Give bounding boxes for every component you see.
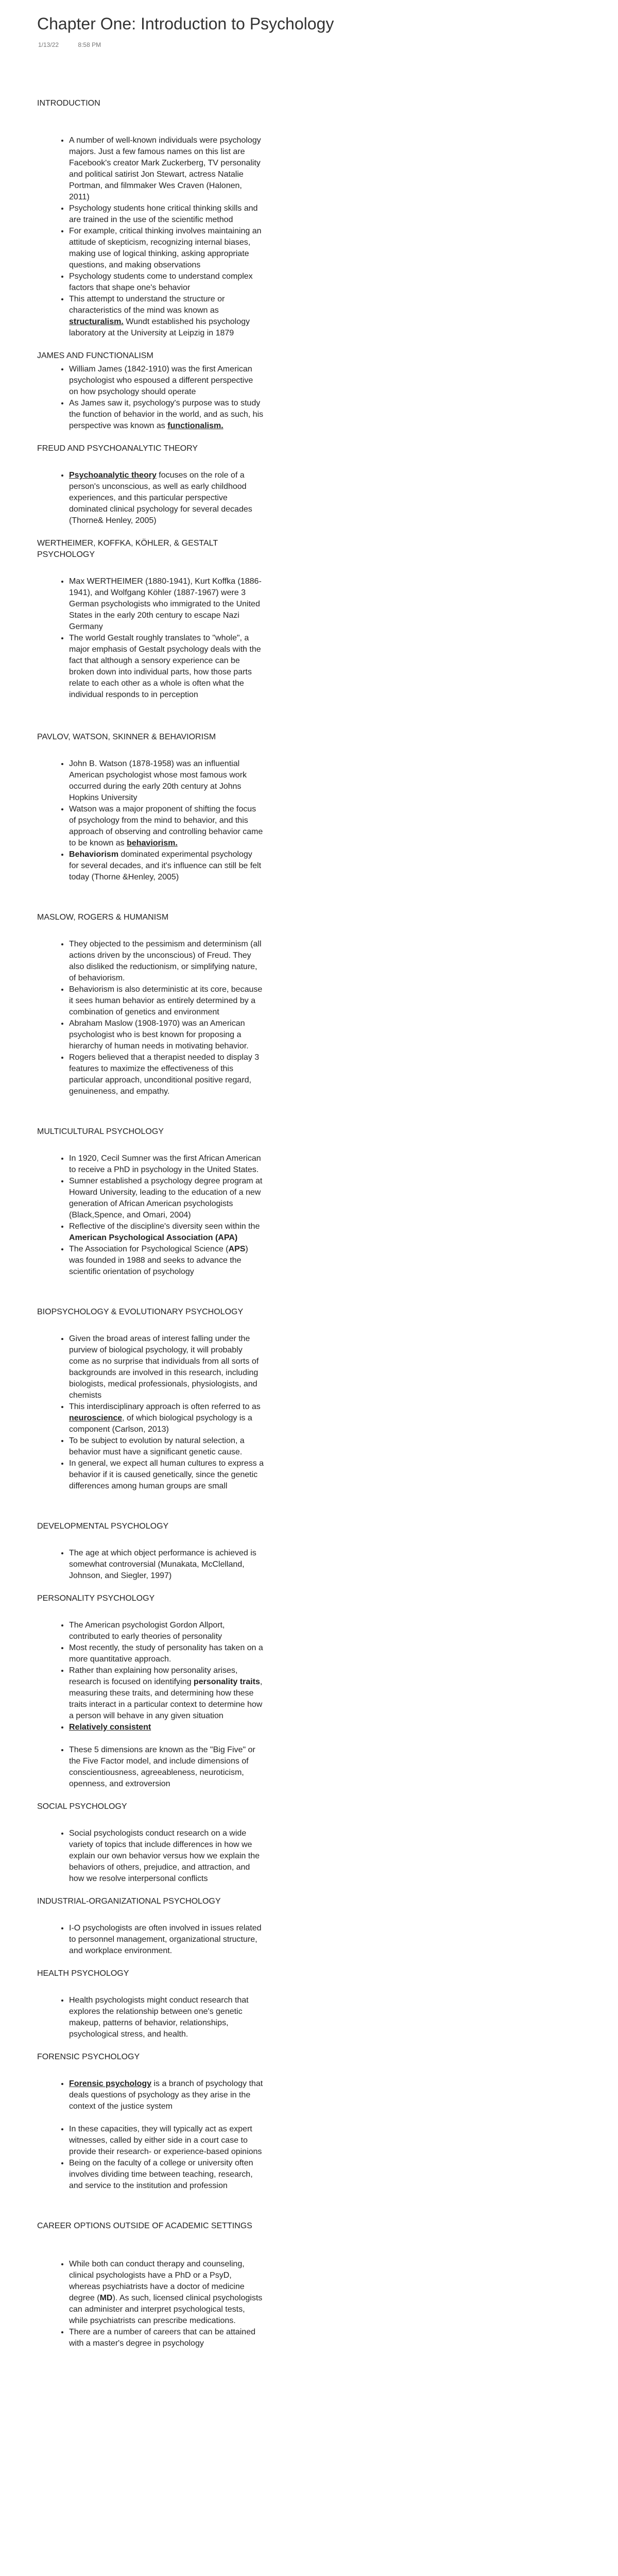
section-developmental: [37, 1521, 264, 1582]
section-heading: MASLOW, ROGERS & HUMANISM: [37, 913, 169, 922]
bullet-list: [37, 758, 264, 883]
list-item: • The age at which object performance is achieved is somewhat controversial (Munakata, McClelland, Johnson, and Siegler, 1997): [69, 1548, 264, 1582]
bullet-list: [37, 2124, 264, 2192]
section-health: [37, 1968, 264, 2040]
list-item: • A number of well-known individuals were psychology majors. Just a few famous names on this list are Facebook's creator Mark Zuckerberg, TV personality and political satirist Jon Stewart, actress Natalie Portman, and filmmaker Wes Craven (Halonen, 2011): [69, 135, 264, 203]
list-item: • This attempt to understand the structure or characteristics of the mind was known as structuralism. Wundt established his psychology laboratory at the University at Leipzig in 1879: [69, 294, 264, 339]
list-item: • Reflective of the discipline's diversity seen within the American Psychological Association (APA): [69, 1221, 264, 1244]
list-item: • Rather than explaining how personality arises, research is focused on identifying personality traits, measuring these traits, and determining how these traits interact in a particular context to determine how a person will behave in any given situation: [69, 1665, 264, 1722]
section-freud: [37, 443, 264, 527]
list-item: • While both can conduct therapy and counseling, clinical psychologists have a PhD or a PsyD, whereas psychiatrists have a doctor of medicine degree (MD). As such, licensed clinical psychologists can administer and interpret psychological tests, while psychiatrists can prescribe medications.: [69, 2259, 264, 2327]
section-heading: DEVELOPMENTAL PSYCHOLOGY: [37, 1522, 169, 1531]
list-item: • Rogers believed that a therapist needed to display 3 features to maximize the effectiveness of this particular approach, unconditional positive regard, genuineness, and empathy.: [69, 1052, 264, 1097]
list-item: • The Association for Psychological Science (APS) was founded in 1988 and seeks to advance the scientific orientation of psychology: [69, 1244, 264, 1278]
page-date: 1/13/22: [38, 41, 59, 48]
list-item: • Sumner established a psychology degree program at Howard University, leading to the education of a new generation of African American psychologists (Black,Spence, and Omari, 2004): [69, 1176, 264, 1221]
list-item: • To be subject to evolution by natural selection, a behavior must have a significant genetic cause.: [69, 1435, 264, 1458]
note-body[interactable]: [37, 98, 264, 2349]
section-introduction: [37, 98, 264, 339]
bullet-list: [37, 470, 264, 527]
bullet-list: [37, 1995, 264, 2040]
list-item: • In general, we expect all human cultures to express a behavior if it is caused genetically, since the genetic differences among human groups are small: [69, 1458, 264, 1492]
bullet-list: [37, 1333, 264, 1492]
list-item: • This interdisciplinary approach is often referred to as neuroscience, of which biological psychology is a component (Carlson, 2013): [69, 1401, 264, 1435]
section-humanism: [37, 912, 264, 1097]
section-heading: JAMES AND FUNCTIONALISM: [37, 351, 153, 360]
section-heading: PAVLOV, WATSON, SKINNER & BEHAVIORISM: [37, 733, 216, 741]
list-item: • These 5 dimensions are known as the "Big Five" or the Five Factor model, and include dimensions of conscientiousness, agreeableness, neuroticism, openness, and extroversion: [69, 1744, 264, 1790]
list-item: • Forensic psychology is a branch of psychology that deals questions of psychology as they arise in the context of the justice system: [69, 2078, 264, 2112]
section-heading: CAREER OPTIONS OUTSIDE OF ACADEMIC SETTINGS: [37, 2222, 252, 2230]
section-careers: [37, 2221, 264, 2349]
page-meta: [38, 41, 118, 48]
list-item: • The world Gestalt roughly translates to "whole", a major emphasis of Gestalt psychology deals with the fact that although a sensory experience can be broken down into individual parts, how those parts relate to each other as a whole is often what the individual responds to in perception: [69, 633, 264, 701]
term-behaviorism: behaviorism.: [127, 839, 178, 848]
term-neuroscience: neuroscience: [69, 1414, 123, 1422]
section-behaviorism: [37, 732, 264, 883]
bullet-list: [37, 364, 264, 432]
list-item: • Behaviorism is also deterministic at its core, because it sees human behavior as entirely determined by a combination of genetics and environment: [69, 984, 264, 1018]
term-apa: American Psychological Association (APA): [69, 1233, 238, 1242]
term-behaviorism-bold: Behaviorism: [69, 850, 119, 859]
list-item: • Given the broad areas of interest falling under the purview of biological psychology, it will probably come as no surprise that individuals from all sorts of backgrounds are involved in this research, including biologists, medical professionals, physiologists, and chemists: [69, 1333, 264, 1401]
list-item: • Being on the faculty of a college or university often involves dividing time between teaching, research, and service to the institution and profession: [69, 2158, 264, 2192]
bullet-list: [37, 1744, 264, 1790]
bullet-list: [37, 2078, 264, 2112]
bullet-list: [37, 135, 264, 339]
bullet-list: [37, 939, 264, 1097]
list-item: • Psychology students come to understand complex factors that shape one's behavior: [69, 271, 264, 294]
list-item: • Psychoanalytic theory focuses on the role of a person's unconscious, as well as early childhood experiences, and this particular perspective dominated clinical psychology for several decades (Thorne& Henley, 2005): [69, 470, 264, 527]
term-psychoanalytic: Psychoanalytic theory: [69, 471, 157, 480]
bullet-list: [37, 1153, 264, 1278]
list-item: [69, 1722, 264, 1733]
list-item: • Psychology students hone critical thinking skills and are trained in the use of the scientific method: [69, 203, 264, 226]
list-item: • In 1920, Cecil Sumner was the first African American to receive a PhD in psychology in the United States.: [69, 1153, 264, 1176]
section-heading: INTRODUCTION: [37, 99, 100, 108]
section-forensic: [37, 2052, 264, 2192]
section-heading: MULTICULTURAL PSYCHOLOGY: [37, 1127, 164, 1136]
section-personality: [37, 1593, 264, 1790]
term-functionalism: functionalism.: [167, 421, 224, 430]
list-item: • Health psychologists might conduct research that explores the relationship between one's genetic makeup, patterns of behavior, relationships, psychological stress, and health.: [69, 1995, 264, 2040]
section-social: [37, 1801, 264, 1885]
section-heading: HEALTH PSYCHOLOGY: [37, 1969, 129, 1978]
list-item: • I-O psychologists are often involved in issues related to personnel management, organizational structure, and workplace environment.: [69, 1923, 264, 1957]
section-heading: BIOPSYCHOLOGY & EVOLUTIONARY PSYCHOLOGY: [37, 1308, 244, 1316]
page-title: Chapter One: Introduction to Psychology: [37, 14, 334, 33]
term-relatively-consistent: Relatively consistent: [69, 1723, 151, 1732]
list-item: • Max WERTHEIMER (1880-1941), Kurt Koffka (1886-1941), and Wolfgang Köhler (1887-1967) were 3 German psychologists who immigrated to the United States in the early 20th century to escape Nazi Germany: [69, 576, 264, 633]
bullet-list: [37, 1828, 264, 1885]
list-item: • For example, critical thinking involves maintaining an attitude of skepticism, recognizing internal biases, making use of logical thinking, asking appropriate questions, and making observations: [69, 226, 264, 271]
term-aps: APS: [228, 1245, 246, 1253]
term-personality-traits: personality traits: [193, 1677, 260, 1686]
term-md: MD: [99, 2294, 113, 2302]
section-multicultural: [37, 1126, 264, 1278]
bullet-list: [37, 1620, 264, 1733]
bullet-list: [37, 1923, 264, 1957]
section-james: [37, 350, 264, 432]
section-heading: INDUSTRIAL-ORGANIZATIONAL PSYCHOLOGY: [37, 1897, 221, 1906]
bullet-list: [37, 2259, 264, 2349]
section-heading: FREUD AND PSYCHOANALYTIC THEORY: [37, 444, 198, 453]
list-item: • Watson was a major proponent of shifting the focus of psychology from the mind to behavior, and this approach of observing and controlling behavior came to be known as behaviorism.: [69, 804, 264, 849]
bullet-list: [37, 576, 264, 701]
section-gestalt: [37, 538, 264, 701]
list-item: • John B. Watson (1878-1958) was an influential American psychologist whose most famous work occurred during the early 20th century at Johns Hopkins University: [69, 758, 264, 804]
section-heading: WERTHEIMER, KOFFKA, KÖHLER, & GESTALT PSYCHOLOGY: [37, 539, 218, 559]
list-item: • Social psychologists conduct research on a wide variety of topics that include differences in how we explain our own behavior versus how we explain the behaviors of others, prejudice, and attraction, and how we resolve interpersonal conflicts: [69, 1828, 264, 1885]
list-item: • In these capacities, they will typically act as expert witnesses, called by either side in a court case to provide their research- or experience-based opinions: [69, 2124, 264, 2158]
list-item: • Behaviorism dominated experimental psychology for several decades, and it's influence can still be felt today (Thorne &Henley, 2005): [69, 849, 264, 883]
section-heading: SOCIAL PSYCHOLOGY: [37, 1802, 127, 1811]
list-item: • There are a number of careers that can be attained with a master's degree in psychology: [69, 2327, 264, 2349]
section-heading: PERSONALITY PSYCHOLOGY: [37, 1594, 155, 1603]
bullet-list: [37, 1548, 264, 1582]
section-io: [37, 1896, 264, 1957]
list-item: • Abraham Maslow (1908-1970) was an American psychologist who is best known for proposing a hierarchy of human needs in motivating behavior.: [69, 1018, 264, 1052]
list-item: • The American psychologist Gordon Allport, contributed to early theories of personality: [69, 1620, 264, 1642]
term-forensic: Forensic psychology: [69, 2079, 152, 2088]
page-time: 8:58 PM: [78, 41, 101, 48]
section-biopsychology: [37, 1307, 264, 1492]
list-item: • They objected to the pessimism and determinism (all actions driven by the unconscious) of Freud. They also disliked the reductionism, or simplifying nature, of behaviorism.: [69, 939, 264, 984]
list-item: • Most recently, the study of personality has taken on a more quantitative approach.: [69, 1642, 264, 1665]
list-item: • As James saw it, psychology's purpose was to study the function of behavior in the world, and as such, his perspective was known as functionalism.: [69, 398, 264, 432]
term-structuralism: structuralism.: [69, 317, 124, 326]
section-heading: FORENSIC PSYCHOLOGY: [37, 2053, 140, 2061]
list-item: • William James (1842-1910) was the first American psychologist who espoused a different perspective on how psychology should operate: [69, 364, 264, 398]
